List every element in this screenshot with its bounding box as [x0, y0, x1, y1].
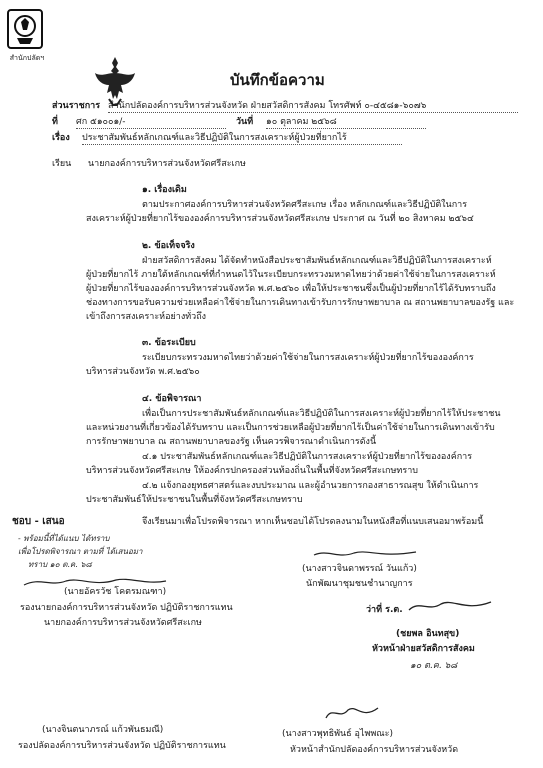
signer-right-2-rank: ว่าที่ ร.ต.: [366, 605, 403, 615]
signer-right-1-name: (นางสาวจินดาพรรณ์ วันแก้ว): [302, 564, 417, 574]
section-2-line: ฝ่ายสวัสดิการสังคม ได้จัดทำหนังสือประชาสัมพันธ์หลักเกณฑ์และวิธีปฏิบัติในการสงเคราะห์: [142, 256, 492, 266]
section-3-heading: ๓. ข้อระเบียบ: [142, 338, 196, 348]
handwritten-note: ทราบ ๑๐ ต.ค. ๖๘: [28, 560, 92, 569]
signer-right-3-position: หัวหน้าสำนักปลัดองค์การบริหารส่วนจังหวัด: [290, 745, 459, 755]
approval-stamp: ชอบ - เสนอ: [12, 516, 65, 527]
section-3-line: บริหารส่วนจังหวัด พ.ศ.๒๕๖๐: [86, 367, 200, 377]
signer-right-2-position: หัวหน้าฝ่ายสวัสดิการสังคม: [372, 644, 475, 654]
date-label: วันที่: [236, 117, 254, 127]
agency-value: สำนักปลัดองค์การบริหารส่วนจังหวัด ฝ่ายสวัสดิการสังคม โทรศัพท์ ๐-๔๕๘๑-๖๐๗๖: [108, 100, 518, 113]
ref-value: ศก ๕๑๐๐๑/-: [76, 116, 226, 129]
section-4-line: เพื่อเป็นการประชาสัมพันธ์หลักเกณฑ์และวิธีปฏิบัติในการสงเคราะห์ผู้ป่วยที่ยากไร้ให้ประชาชน: [142, 409, 501, 419]
signer-right-1-position: นักพัฒนาชุมชนชำนาญการ: [306, 579, 413, 589]
section-4-line: ๔.๒ แจ้งกองยุทธศาสตร์และงบประมาณ และผู้อำนวยการกองสาธารณสุข ให้ดำเนินการ: [142, 481, 479, 491]
signature-right-1-icon: [310, 546, 420, 560]
section-2-heading: ๒. ข้อเท็จจริง: [142, 241, 195, 251]
ref-label: ที่: [52, 117, 58, 127]
section-2-line: ช่องทางการขอรับความช่วยเหลือค่าใช้จ่ายในการเดินทางเข้ารับการรักษาพยาบาล ณ สถานพยาบาลของรัฐ และ: [86, 298, 515, 308]
section-2-line: ผู้ป่วยที่ยากไร้ ภายใต้หลักเกณฑ์ที่กำหนดไว้ในระเบียบกระทรวงมหาดไทยว่าด้วยค่าใช้จ่ายในการสงเคราะห์: [86, 270, 496, 280]
handwritten-note: - พร้อมนี้ที่ได้แนบ ได้ทราบ: [18, 534, 110, 543]
section-4-line: และหน่วยงานที่เกี่ยวข้องได้รับทราบ และเป็นการช่วยเหลือผู้ป่วยที่ยากไร้เป็นค่าใช้จ่ายในการเดินทางเข้ารับ: [86, 423, 495, 433]
signer-right-2-name: (ชยพล อินทสุข): [396, 629, 460, 639]
signer-left-2-position: รองปลัดองค์การบริหารส่วนจังหวัด ปฏิบัติราชการแทน: [18, 741, 226, 751]
section-1-heading: ๑. เรื่องเดิม: [142, 185, 187, 195]
section-4-heading: ๔. ข้อพิจารณา: [142, 394, 202, 404]
section-2-line: เข้าถึงการสงเคราะห์อย่างทั่วถึง: [86, 312, 207, 322]
section-2-line: ผู้ป่วยที่ยากไร้ขององค์การบริหารส่วนจังหวัด พ.ศ.๒๕๖๐ เพื่อให้ประชาชนซึ่งเป็นผู้ป่วยที่ยากไร้ได้รับทราบถึง: [86, 284, 496, 294]
subject-value: ประชาสัมพันธ์หลักเกณฑ์และวิธีปฏิบัติในการสงเคราะห์ผู้ป่วยที่ยากไร้: [82, 132, 402, 145]
section-3-line: ระเบียบกระทรวงมหาดไทยว่าด้วยค่าใช้จ่ายในการสงเคราะห์ผู้ป่วยที่ยากไร้ขององค์การ: [142, 353, 474, 363]
signer-left-1-name: (นายอัครวัช โคตรมณฑา): [64, 587, 167, 597]
section-4-line: บริหารส่วนจังหวัดศรีสะเกษ ให้องค์กรปกครองส่วนท้องถิ่นในพื้นที่จังหวัดศรีสะเกษทราบ: [86, 466, 418, 476]
memo-title: บันทึกข้อความ: [230, 71, 325, 89]
logo-caption: สำนักปลัดฯ: [9, 54, 45, 62]
signer-left-1-position: รองนายกองค์การบริหารส่วนจังหวัด ปฏิบัติราชการแทน: [20, 603, 233, 613]
to-value: นายกองค์การบริหารส่วนจังหวัดศรีสะเกษ: [88, 159, 246, 169]
to-label: เรียน: [52, 159, 72, 169]
section-4-line: ประชาสัมพันธ์ให้ประชาชนในพื้นที่จังหวัดศรีสะเกษทราบ: [86, 495, 303, 505]
section-1-line: สงเคราะห์ผู้ป่วยที่ยากไร้ขององค์การบริหารส่วนจังหวัดศรีสะเกษ ประกาศ ณ วันที่ ๒๐ สิงหาคม ๒๕๖๔: [86, 214, 474, 224]
signature-right-3-icon: [322, 704, 382, 722]
section-4-line: การรักษาพยาบาล ณ สถานพยาบาลของรัฐ เห็นควรพิจารณาดำเนินการดังนี้: [86, 437, 377, 447]
signer-left-1-position: นายกองค์การบริหารส่วนจังหวัดศรีสะเกษ: [44, 618, 202, 628]
section-1-line: ตามประกาศองค์การบริหารส่วนจังหวัดศรีสะเกษ เรื่อง หลักเกณฑ์และวิธีปฏิบัติในการ: [142, 200, 468, 210]
signer-right-2-date: ๑๐ ต.ค. ๖๘: [410, 661, 458, 671]
signer-left-2-name: (นางจินตนาภรณ์ แก้วพันธมณี): [42, 725, 164, 735]
closing-line: จึงเรียนมาเพื่อโปรดพิจารณา หากเห็นชอบได้โปรดลงนามในหนังสือที่แนบเสนอมาพร้อมนี้: [142, 517, 484, 527]
handwritten-note: เพื่อโปรดพิจารณา ตามที่ ได้เสนอมา: [18, 547, 143, 556]
date-value: ๑๐ ตุลาคม ๒๕๖๘: [266, 116, 426, 129]
agency-label: ส่วนราชการ: [52, 101, 101, 111]
section-4-line: ๔.๑ ประชาสัมพันธ์หลักเกณฑ์และวิธีปฏิบัติในการสงเคราะห์ผู้ป่วยที่ยากไร้ขององค์การ: [142, 452, 473, 462]
signature-right-2-icon: [405, 598, 495, 614]
signer-right-3-name: (นางสาวพุทธิพันธ์ อุไพพณะ): [282, 729, 394, 739]
office-logo: [6, 8, 44, 50]
subject-label: เรื่อง: [52, 133, 70, 143]
